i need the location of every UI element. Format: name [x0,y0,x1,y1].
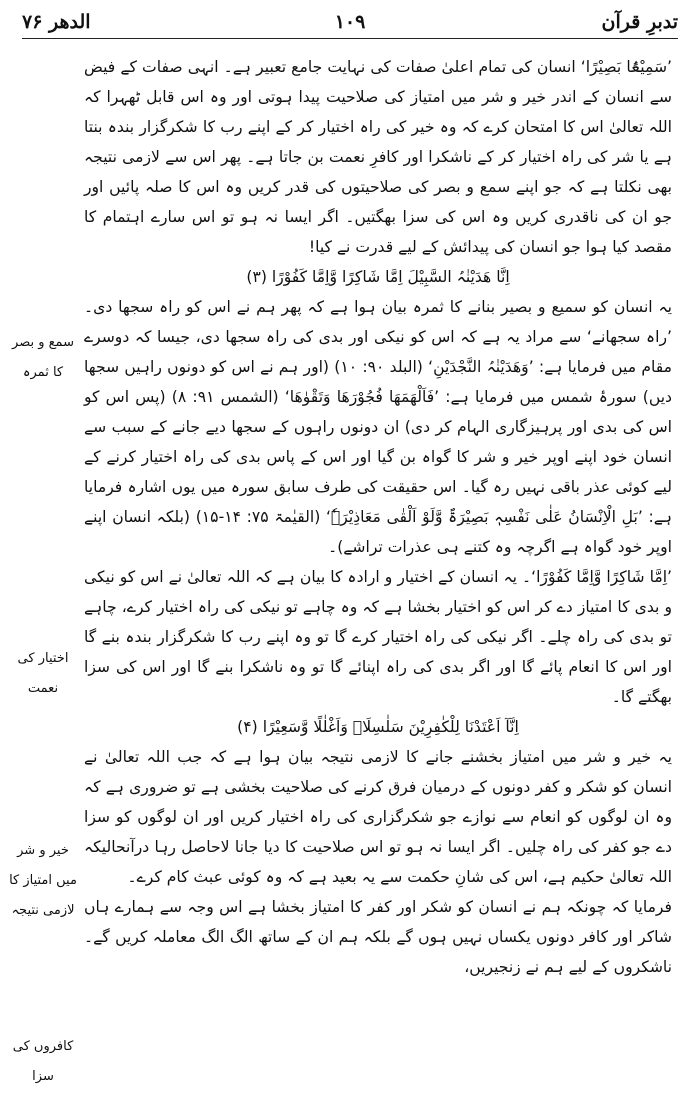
margin-note-fruit: سمع و بصر کا ثمرہ [12,335,74,380]
verse-4: اِنَّآ اَعْتَدْنَا لِلْکٰفِرِیْنَ سَلٰسِلَا۟ وَاَغْلٰلًا وَّسَعِیْرًا (۴) [237,718,519,736]
paragraph-punishment: فرمایا کہ چونکہ ہم نے انسان کو شکر اور کفر کا امتیاز بخشا ہے اس وجہ سے ہمارے ہاں شاکر اور کافر دونوں یکساں نہیں ہوں گے بلکہ ہم ان کے ساتھ الگ الگ معاملہ کریں گے۔ ناشکروں کے لیے ہم نے زنجیریں، [84,898,672,976]
book-title: تدبرِ قرآن [601,11,678,33]
margin-note-punishment: کافروں کی سزا [12,1039,74,1084]
paragraph-samee-baseer: ’سَمِیْعًۢا بَصِیْرًا‘ انسان کی تمام اعلیٰ صفات کی نہایت جامع تعبیر ہے۔ انہی صفات کے فیض سے انسان کے اندر خیر و شر میں امتیاز کی صلاحیت پیدا ہوتی اور وہ اس قابل ٹھہرا کہ اللہ تعالیٰ اس کا امتحان کرے کہ وہ خیر کی راہ اختیار کر کے اپنے رب کا شکرگزار بندہ بنتا ہے یا شر کی راہ اختیار کر کے ناشکرا اور کافرِ نعمت بن جاتا ہے۔ پھر اس سے لازمی نتیجہ بھی نکلتا ہے کہ جو اپنے سمع و بصر کی صلاحیتوں کی قدر کریں وہ اس کا صلہ پائیں اور جو ان کی ناقدری کریں وہ اس کی سزا بھگتیں۔ اگر ایسا نہ ہو تو اس سارے اہتمام کا مقصد کیا ہوا جو انسان کی پیدائش کے لیے قدرت نے کیا! [84,58,672,256]
verse-3: اِنَّا ھَدَیْنٰہُ السَّبِیْلَ اِمَّا شَاکِرًا وَّاِمَّا کَفُوْرًا (۳) [246,268,510,286]
paragraph-choice: ’اِمَّا شَاکِرًا وَّاِمَّا کَفُوْرًا‘۔ یہ انسان کے اختیار و ارادہ کا بیان ہے کہ اللہ تعالیٰ نے اس کو نیکی و بدی کا امتیاز دے کر اس کو اختیار بخشا ہے کہ وہ چاہے تو نیکی کی راہ اختیار کرے، چاہے تو بدی کی راہ چلے۔ اگر نیکی کی راہ اختیار کرے گا تو وہ اپنے رب کا شکرگزار بندہ بنے گا اور اس کا انعام پائے گا اور اگر بدی کی راہ اپنائے گا تو وہ ناشکرا بنے گا اور اس کی سزا بھگتے گا۔ [84,568,672,706]
margin-note-choice: اختیار کی نعمت [17,651,69,696]
paragraph-guidance: یہ انسان کو سمیع و بصیر بنانے کا ثمرہ بیان ہوا ہے کہ پھر ہم نے اس کو راہ سجھا دی۔ ’راہ سجھانے‘ سے مراد یہ ہے کہ اس کو نیکی اور بدی کی راہ سجھا دی، جیسا کہ دوسرے مقام میں فرمایا ہے: ’وَھَدَیْنٰہُ النَّجْدَیْنِ‘ (البلد ۹۰: ۱۰) (اور ہم نے اس کو دونوں راہیں سجھا دیں) سورۂ شمس میں فرمایا ہے: ’فَاَلْھَمَھَا فُجُوْرَھَا وَتَقْوٰھَا‘ (الشمس ۹۱: ۸) (پس اس کو اس کی بدی اور پرہیزگاری الہام کر دی) ان دونوں راہوں کے سجھا دیے جانے کے سبب سے انسان خود اپنے اوپر خیر و شر کا گواہ بن گیا اور اس کے پاس بدی کی راہ اختیار کرنے کے لیے کوئی عذر باقی نہیں رہ گیا۔ اس حقیقت کی طرف سابق سورہ میں یوں اشارہ فرمایا ہے: ’بَلِ الْاِنْسَانُ عَلٰی نَفْسِہٖ بَصِیْرَۃٌ وَّلَوْ اَلْقٰی مَعَاذِیْرَہٗ‘ (القیٰمۃ ۷۵: ۱۴-۱۵) (بلکہ انسان اپنے اوپر خود گواہ ہے اگرچہ وہ کتنے ہی عذرات تراشے)۔ [84,298,673,556]
margin-note-result: خیر و شر میں امتیاز کا لازمی نتیجہ [9,843,77,918]
page-header [22,8,678,39]
surah-name: الدھر ۷۶ [22,11,91,33]
margin-notes [6,0,80,1112]
main-text-column [84,52,672,1104]
page-number: ۱۰۹ [334,11,366,33]
paragraph-consequence: یہ خیر و شر میں امتیاز بخشنے جانے کا لازمی نتیجہ بیان ہوا ہے کہ جب اللہ تعالیٰ نے انسان کو شکر و کفر دونوں کے درمیان فرق کرنے کی صلاحیت بخشی ہے تو ضروری ہے کہ وہ ان لوگوں کو انعام سے نوازے جو شکرگزاری کی راہ اختیار کریں اور ان لوگوں کو سزا دے جو کفر کی راہ چلیں۔ اگر ایسا نہ ہو تو اس صلاحیت کا دیا جانا لاحاصل رہا درآنحالیکہ اللہ تعالیٰ حکیم ہے، اس کی شانِ حکمت سے یہ بعید ہے کہ وہ کوئی عبث کام کرے۔ [84,748,672,886]
